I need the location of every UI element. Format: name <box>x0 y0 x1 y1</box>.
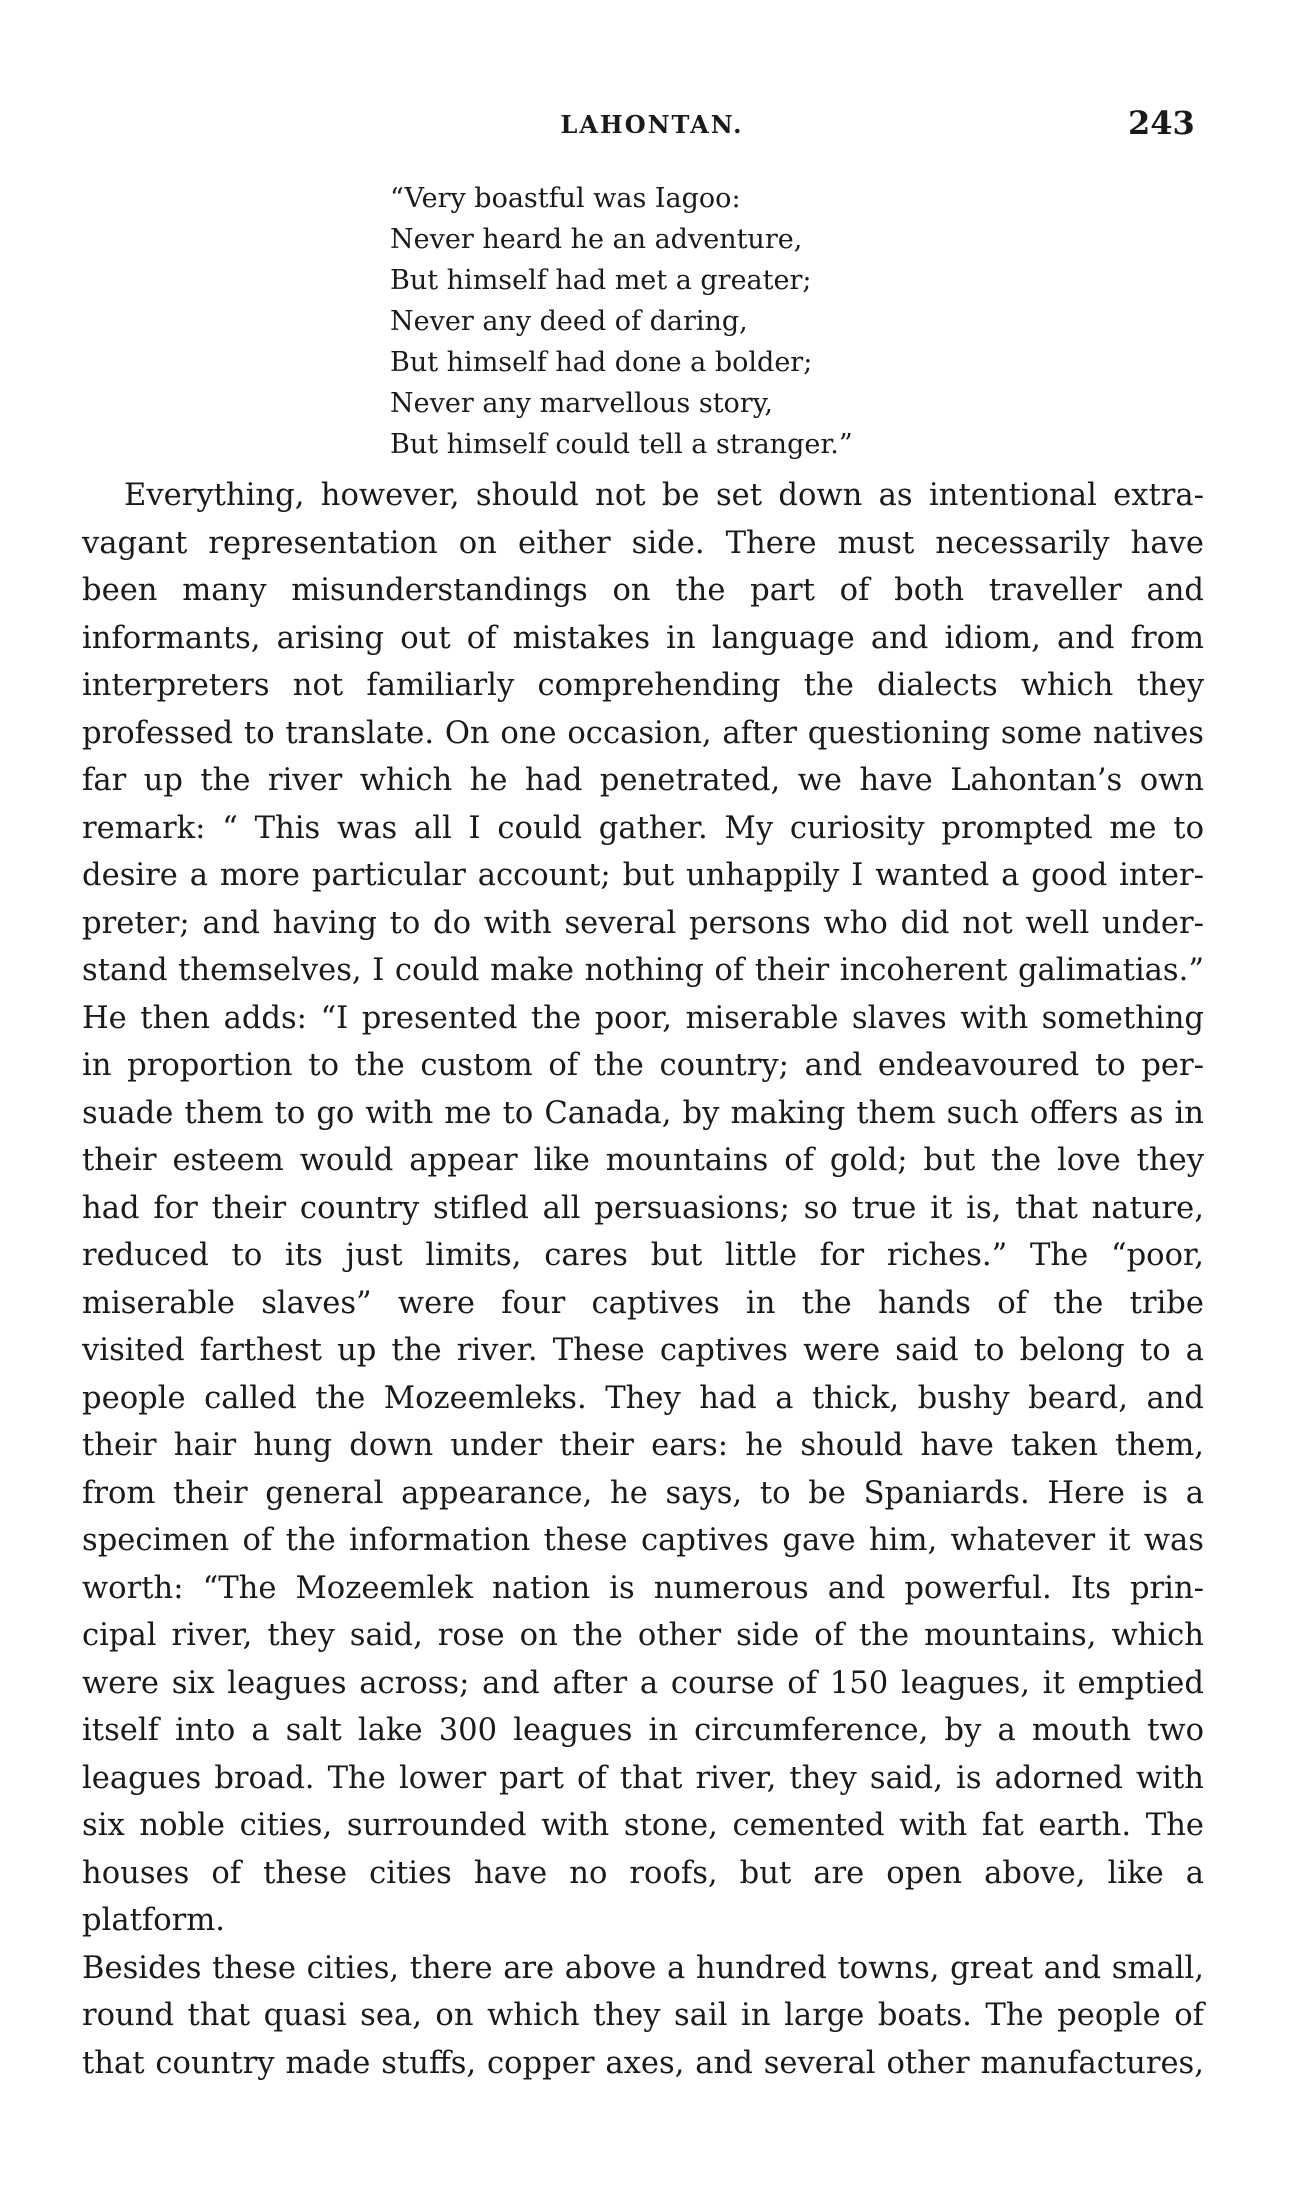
running-title: LAHONTAN. <box>560 110 744 139</box>
text-line: round that quasi sea, on which they sail in large boats. The people of <box>82 1998 1204 2033</box>
poem-quotation <box>390 178 1010 465</box>
text-line: interpreters not familiarly comprehending the dialects which they <box>82 668 1204 703</box>
text-line: vagant representation on either side. There must necessarily have <box>82 525 1204 561</box>
text-line: been many misunderstandings on the part of both traveller and <box>82 573 1204 608</box>
text-line: stand themselves, I could make nothing of their incoherent galimatias.” <box>82 953 1204 988</box>
poem-line: But himself had done a bolder; <box>390 347 813 378</box>
text-line: that country made stuffs, copper axes, and several other manufactures, <box>82 2045 1204 2081</box>
text-line: visited farthest up the river. These captives were said to belong to a <box>82 1333 1204 1368</box>
text-line: preter; and having to do with several persons who did not well under- <box>82 905 1204 941</box>
text-line: Everything, however, should not be set down as intentional extra- <box>124 478 1204 513</box>
text-line: from their general appearance, he says, to be Spaniards. Here is a <box>82 1475 1204 1511</box>
text-line: itself into a salt lake 300 leagues in circumference, by a mouth two <box>82 1713 1204 1748</box>
poem-line: Never heard he an adventure, <box>390 224 803 255</box>
text-line: leagues broad. The lower part of that river, they said, is adorned with <box>82 1760 1204 1796</box>
text-line: far up the river which he had penetrated, we have Lahontan’s own <box>82 763 1204 798</box>
text-line: professed to translate. On one occasion, after questioning some natives <box>82 715 1204 751</box>
poem-line: But himself had met a greater; <box>390 265 812 296</box>
text-line: specimen of the information these captives gave him, whatever it was <box>82 1523 1204 1558</box>
poem-line: Never any deed of daring, <box>390 306 748 337</box>
text-line: six noble cities, surrounded with stone, cemented with fat earth. The <box>82 1808 1204 1843</box>
poem-line: But himself could tell a stranger.” <box>390 429 853 460</box>
page-number: 243 <box>1128 104 1195 142</box>
text-line: cipal river, they said, rose on the other side of the mountains, which <box>82 1618 1204 1653</box>
text-line: their hair hung down under their ears: he should have taken them, <box>82 1428 1204 1463</box>
text-line: houses of these cities have no roofs, but are open above, like a platform. <box>82 1855 1204 1938</box>
text-line: worth: “The Mozeemlek nation is numerous and powerful. Its prin- <box>82 1570 1204 1606</box>
text-line: in proportion to the custom of the country; and endeavoured to per- <box>82 1048 1204 1083</box>
text-line: reduced to its just limits, cares but little for riches.” The “poor, <box>82 1238 1204 1273</box>
text-line: people called the Mozeemleks. They had a thick, bushy beard, and <box>82 1380 1204 1416</box>
text-line: desire a more particular account; but unhappily I wanted a good inter- <box>82 858 1204 893</box>
text-line: informants, arising out of mistakes in language and idiom, and from <box>82 620 1204 656</box>
text-line: He then adds: “I presented the poor, miserable slaves with something <box>82 1000 1204 1036</box>
text-line: were six leagues across; and after a course of 150 leagues, it emptied <box>82 1665 1204 1701</box>
poem-line: “Very boastful was Iagoo: <box>390 183 741 214</box>
text-line: suade them to go with me to Canada, by making them such offers as in <box>82 1095 1204 1131</box>
text-line: had for their country stifled all persuasions; so true it is, that nature, <box>82 1190 1204 1226</box>
text-line: miserable slaves” were four captives in the hands of the tribe <box>82 1285 1204 1321</box>
text-line: Besides these cities, there are above a hundred towns, great and small, <box>82 1950 1204 1986</box>
body-paragraph <box>82 472 1204 2087</box>
text-line: their esteem would appear like mountains of gold; but the love they <box>82 1143 1204 1178</box>
poem-line: Never any marvellous story, <box>390 388 773 419</box>
text-line: remark: “ This was all I could gather. My curiosity prompted me to <box>82 810 1204 846</box>
